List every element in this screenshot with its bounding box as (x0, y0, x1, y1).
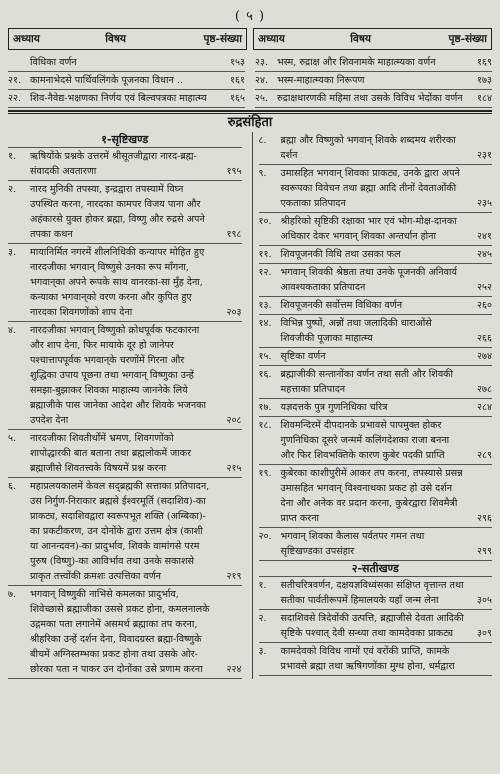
chapter-number: १७. (258, 402, 272, 413)
right-entry-list-2 (259, 577, 493, 676)
toc-entry (259, 264, 493, 297)
chapter-number: ३. (8, 247, 17, 258)
right-subheading: २-सतीखण्ड (259, 561, 493, 577)
toc-entry (259, 165, 493, 213)
page-reference: २६६ (477, 333, 492, 344)
page-reference: २६० (477, 300, 492, 311)
page-reference: २४१ (477, 231, 492, 242)
toc-entry (255, 72, 492, 90)
chapter-number: २. (258, 613, 267, 624)
right-entry-list (259, 132, 493, 561)
toc-entry (259, 132, 493, 165)
page-reference: १९५ (226, 166, 242, 177)
chapter-subject: नारदजीका शिवतीर्थोंमें भ्रमण, शिवगणोंको शापोद्धारकी बात बताना तथा ब्रह्मलोकमें जाकर ब्रह्माजीसे शिवतत्त्वके विषयमें प्रश्न करना (30, 433, 192, 474)
page-number: ( ५ ) (234, 9, 266, 24)
page-reference: १८४ (477, 93, 492, 104)
chapter-subject: कामनाभेदसे पार्थिवलिंगके पूजनका विधान .. (30, 75, 183, 86)
chapter-number: ७. (8, 589, 17, 600)
chapter-subject: यज्ञदत्तके पुत्र गुणनिधिका चरित्र (280, 402, 388, 413)
chapter-subject: विभिन्न पुष्पों, अन्नों तथा जलादिकी धाराओंसे शिवजीकी पूजाका माहात्म्य (280, 318, 432, 344)
toc-entry (255, 90, 492, 108)
table-header-left (8, 28, 247, 50)
chapter-number: २. (8, 184, 17, 195)
page-reference: २७८ (477, 384, 492, 395)
toc-entry (259, 528, 493, 561)
page-reference: २१९ (226, 571, 242, 582)
toc-entry (8, 430, 242, 478)
chapter-subject: शिवमन्दिरमें दीपदानके प्रभावसे पापमुक्त होकर गुणनिधिका दूसरे जन्ममें कलिंगदेशका राजा बनना और फिर शिवभक्तिके कारण कुबेर पदकी प्राप्ति (280, 420, 450, 461)
chapter-number: ११. (258, 249, 272, 260)
chapter-subject: भगवान् शिवकी श्रेष्ठता तथा उनके पूजनकी अनिवार्य आवश्यकताका प्रतिपादन (280, 267, 457, 293)
chapter-subject: ब्रह्मा और विष्णुको भगवान् शिवके शब्दमय शरीरका दर्शन (280, 135, 456, 161)
toc-entry (8, 148, 242, 181)
toc-entry (8, 181, 242, 244)
chapter-subject: विधिका वर्णन (30, 57, 77, 68)
header-subject: विषय (350, 33, 372, 45)
left-subheading: १-सृष्टिखण्ड (8, 132, 242, 148)
page-reference: १६५ (230, 93, 245, 104)
top-entries (8, 54, 492, 108)
main-columns (8, 132, 492, 679)
chapter-number: १०. (258, 216, 272, 227)
page-reference: १६१ (230, 75, 245, 86)
toc-entry (259, 643, 493, 676)
toc-entry (259, 366, 493, 399)
chapter-subject: नारदजीका भगवान् विष्णुको क्रोधपूर्वक फटकारना और शाप देना, फिर मायाके दूर हो जानेपर पश्चात्तापपूर्वक भगवान्‌के चरणोंमें गिरना और शुद्धिका उपाय पूछना तथा भगवान् विष्णुका उन्हें समझा-बुझाकर शिवका माहात्म्य जाननेके लिये ब्रह्माजीके पास जानेका आदेश और शिवके भजनका उपदेश देना (30, 325, 207, 426)
left-column (8, 132, 242, 679)
page-reference: २०८ (226, 415, 242, 426)
header-subject: विषय (105, 33, 127, 45)
chapter-subject: शिव-नैवेद्य-भक्षणका निर्णय एवं बिल्वपत्रका माहात्म्य (30, 93, 207, 104)
chapter-subject: शिवपूजनकी विधि तथा उसका फल (280, 249, 401, 260)
page-reference: १६९ (477, 57, 492, 68)
chapter-subject: नारद मुनिकी तपस्या, इन्द्रद्वारा तपस्यामें विघ्न उपस्थित करना, नारदका कामपर विजय पाना और अहंकारसे युक्त होकर ब्रह्मा, विष्णु और रुद्रसे अपने तपका कथन (30, 184, 205, 240)
toc-entry (8, 90, 245, 108)
chapter-number: १. (258, 580, 267, 591)
toc-entry (255, 54, 492, 72)
chapter-number: ५. (8, 433, 17, 444)
toc-entry (8, 244, 242, 322)
section-title: रुद्रसंहिता (227, 115, 273, 130)
header-page-count: पृष्ठ-संख्या (203, 33, 242, 45)
toc-entry (259, 213, 493, 246)
page-reference: २८९ (477, 450, 492, 461)
toc-entry (259, 315, 493, 348)
page-reference: २७४ (477, 351, 492, 362)
chapter-number: २१. (8, 75, 22, 86)
toc-entry (8, 54, 245, 72)
page-reference: ३०५ (477, 595, 492, 606)
page-reference: २०३ (226, 307, 242, 318)
chapter-subject: सतीचरित्रवर्णन, दक्षयज्ञविध्वंसका संक्षिप्त वृत्तान्त तथा सतीका पार्वतीरूपमें हिमालयके यहाँ जन्म लेना (280, 580, 464, 606)
chapter-number: १६. (258, 369, 272, 380)
page-reference: ३०९ (477, 628, 492, 639)
chapter-number: २२. (8, 93, 22, 104)
toc-entry (259, 399, 493, 417)
chapter-subject: श्रीहरिको सृष्टिकी रक्षाका भार एवं भोग-मोक्ष-दानका अधिकार देकर भगवान् शिवका अन्तर्धान होना (280, 216, 457, 242)
toc-entry (259, 417, 493, 465)
chapter-subject: भस्म-माहात्म्यका निरूपण (277, 75, 365, 86)
toc-entry (8, 478, 242, 586)
chapter-subject: सृष्टिका वर्णन (280, 351, 326, 362)
page-reference: २९९ (477, 546, 492, 557)
toc-entry (259, 610, 493, 643)
chapter-number: १९. (258, 468, 272, 479)
header-page-count: पृष्ठ-संख्या (448, 33, 487, 45)
chapter-number: १८. (258, 420, 272, 431)
toc-entry (8, 322, 242, 430)
chapter-number: १. (8, 151, 17, 162)
chapter-subject: कुबेरका काशीपुरीमें आकर तप करना, तपस्यासे प्रसन्न उमासहित भगवान् विश्वनाथका प्रकट हो उसे दर्शन देना और अनेक वर प्रदान करना, कुबेरद्वारा शिवमैत्री प्राप्त करना (280, 468, 463, 524)
top-left-column (8, 54, 245, 108)
chapter-number: २५. (255, 93, 269, 104)
chapter-subject: सदाशिवसे त्रिदेवोंकी उत्पत्ति, ब्रह्माजीसे देवता आदिकी सृष्टिके पश्चात् देवी सन्ध्या तथा कामदेवका प्राकट्य (280, 613, 464, 639)
chapter-number: २३. (255, 57, 269, 68)
chapter-subject: शिवपूजनकी सर्वोत्तम विधिका वर्णन (280, 300, 403, 311)
chapter-subject: रुद्राक्षधारणकी महिमा तथा उसके विविध भेदोंका वर्णन (277, 93, 463, 104)
chapter-subject: उमासहित भगवान् शिवका प्राकट्य, उनके द्वारा अपने स्वरूपका विवेचन तथा ब्रह्मा आदि तीनों देवताओंकी एकताका प्रतिपादन (280, 168, 460, 209)
toc-entry (259, 246, 493, 264)
chapter-number: १४. (258, 318, 272, 329)
toc-entry (259, 348, 493, 366)
chapter-number: १५. (258, 351, 272, 362)
chapter-number: २०. (258, 531, 272, 542)
page-reference: २३१ (477, 150, 492, 161)
page-reference: १७३ (477, 75, 492, 86)
chapter-subject: भगवान् विष्णुकी नाभिसे कमलका प्रादुर्भाव, शिवेच्छासे ब्रह्माजीका उससे प्रकट होना, कमलनालके उद्गमका पता लगानेमें असमर्थ ब्रह्माका तप करना, श्रीहरिका उन्हें दर्शन देना, विवादग्रस्त ब्रह्मा-विष्णुके बीचमें अग्निस्तम्भका प्रकट होना तथा उसके ओर-छोरका पता न पाकर उन दोनोंका उसे प्रणाम करना (30, 589, 210, 675)
right-column (252, 132, 493, 679)
chapter-number: १३. (258, 300, 272, 311)
header-chapter: अध्याय (258, 33, 285, 45)
toc-entry (259, 465, 493, 528)
chapter-subject: महाप्रलयकालमें केवल सद्ब्रह्मकी सत्ताका प्रतिपादन, उस निर्गुण-निराकार ब्रह्मसे ईश्वरमूर्ति (सदाशिव)-का प्राकट्य, सदाशिवद्वारा स्वरूपभूत शक्ति (अम्बिका)-का प्रकटीकरण, उन दोनोंके द्वारा उत्तम क्षेत्र (काशी या आनन्दवन)-का प्रादुर्भाव, शिवके वामांगसे परम पुरुष (विष्णु)-का आविर्भाव तथा उनके सकाशसे प्राकृत तत्त्वोंकी क्रमशः उत्पत्तिका वर्णन (30, 481, 210, 582)
chapter-subject: ब्रह्माजीकी सन्तानोंका वर्णन तथा सती और शिवकी महत्ताका प्रतिपादन (280, 369, 454, 395)
chapter-number: ६. (8, 481, 17, 492)
chapter-subject: भगवान् शिवका कैलास पर्वतपर गमन तथा सृष्टिखण्डका उपसंहार (280, 531, 425, 557)
chapter-subject: मायानिर्मित नगरमें शीलनिधिकी कन्यापर मोहित हुए नारदजीका भगवान् विष्णुसे उनका रूप माँगना, भगवान्‌का अपने रूपके साथ वानरका-सा मुँह देना, कन्याका भगवान्‌को वरण करना और कुपित हुए नारदका शिवगणोंको शाप देना (30, 247, 205, 318)
header-chapter: अध्याय (13, 33, 40, 45)
chapter-number: २४. (255, 75, 269, 86)
chapter-number: ९. (258, 168, 267, 179)
chapter-subject: कामदेवको विविध नामों एवं वरोंकी प्राप्ति, कामके प्रभावसे ब्रह्मा तथा ऋषिगणोंका मुग्ध होना, धर्मद्वारा (280, 646, 455, 672)
chapter-number: ४. (8, 325, 17, 336)
left-entry-list (8, 148, 242, 679)
chapter-subject: भस्म, रुद्राक्ष और शिवनामके माहात्म्यका वर्णन (277, 57, 436, 68)
page-reference: २३५ (477, 198, 492, 209)
page-reference: २८४ (477, 402, 492, 413)
page-reference: २४५ (477, 249, 492, 260)
toc-entry (259, 577, 493, 610)
chapter-number: ३. (258, 646, 267, 657)
page-reference: १५३ (230, 57, 245, 68)
page-reference: २५२ (477, 282, 492, 293)
toc-entry (259, 297, 493, 315)
page-reference: २१५ (226, 463, 242, 474)
chapter-subject: ऋषियोंके प्रश्नके उत्तरमें श्रीसूतजीद्वारा नारद-ब्रह्म-संवादकी अवतारणा (30, 151, 197, 177)
page-reference: २२४ (226, 664, 242, 675)
table-header-row (8, 28, 492, 50)
table-header-right (253, 28, 492, 50)
toc-entry (8, 586, 242, 679)
chapter-number: १२. (258, 267, 272, 278)
toc-entry (8, 72, 245, 90)
page-reference: १९८ (226, 229, 242, 240)
top-right-column (255, 54, 492, 108)
page-reference: २९६ (477, 513, 492, 524)
chapter-number: ८. (258, 135, 267, 146)
